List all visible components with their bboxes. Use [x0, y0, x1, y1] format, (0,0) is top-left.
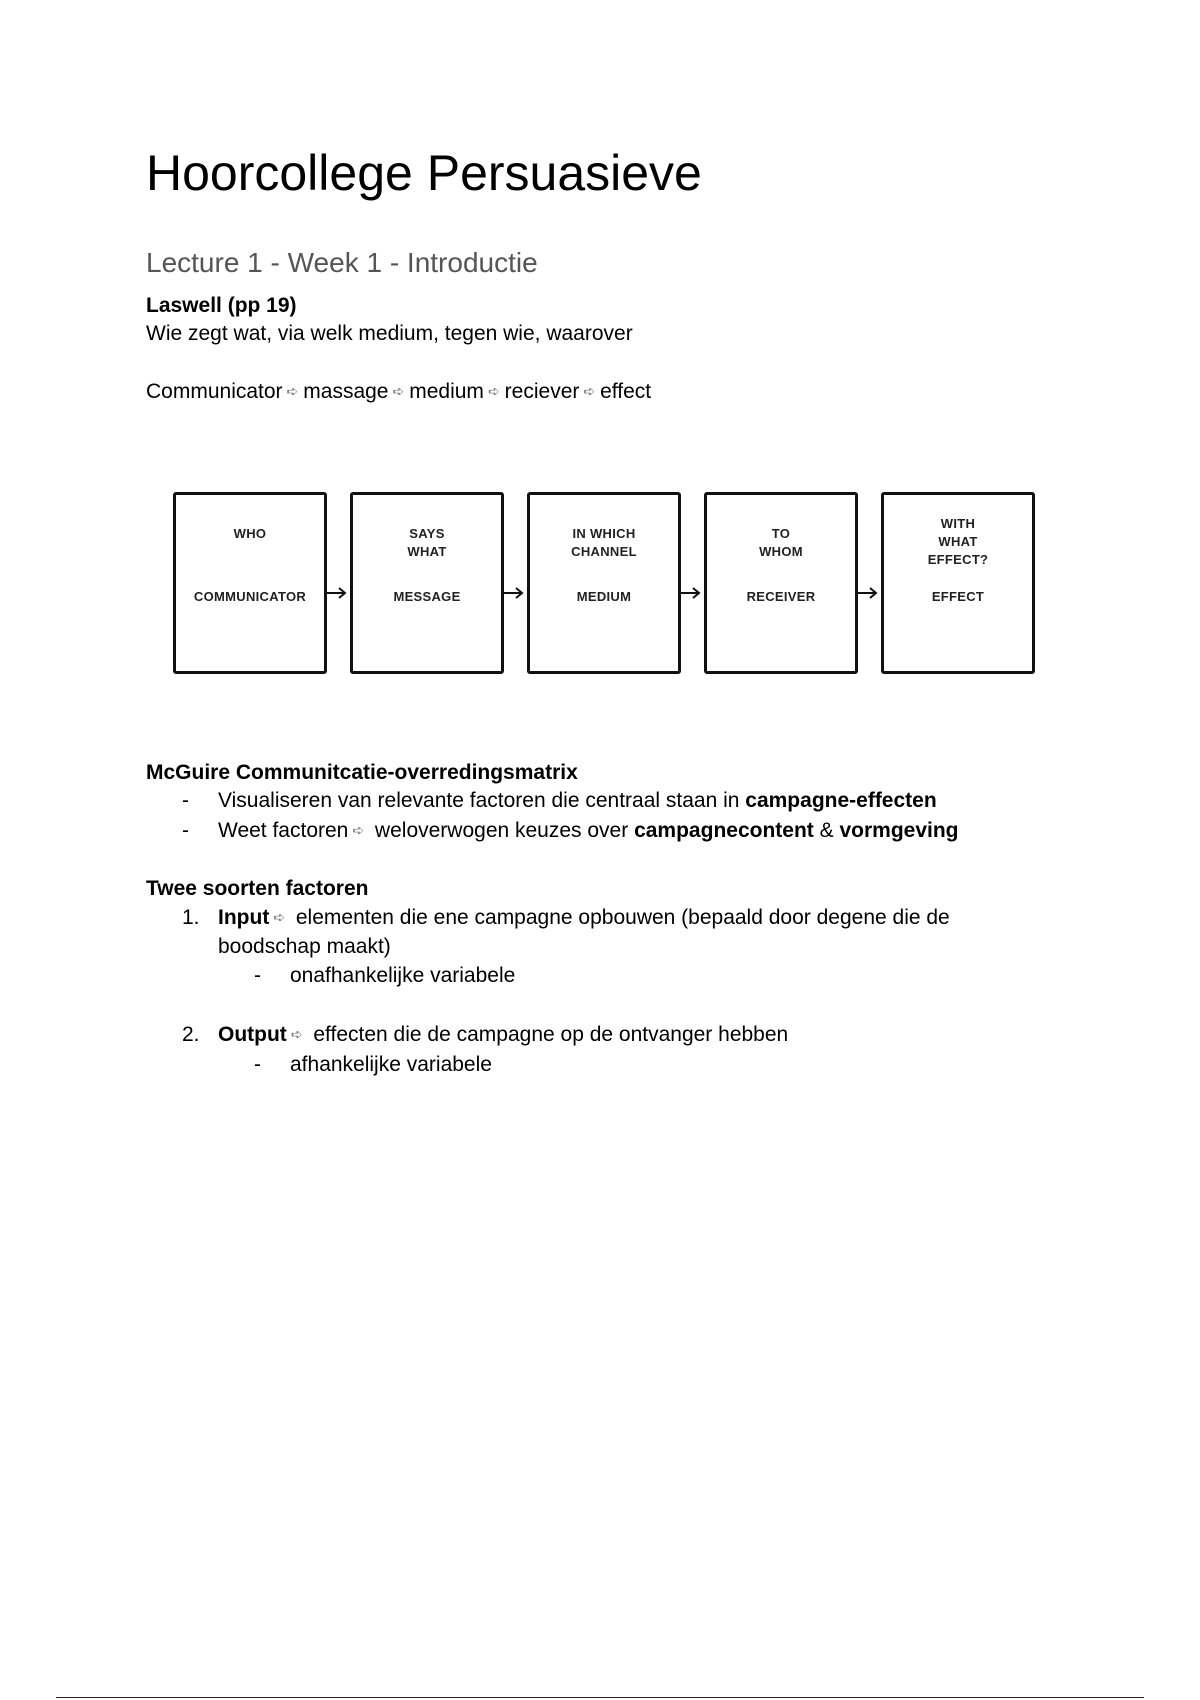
- list-item-label: Input: [218, 906, 270, 929]
- list-number: 2.: [182, 1023, 200, 1046]
- stage-answer: EFFECT: [931, 589, 985, 604]
- stage-who: [173, 492, 327, 674]
- arrow-right-icon: ➪: [290, 1026, 303, 1042]
- stage-answer: MESSAGE: [393, 589, 461, 604]
- list-number: 1.: [182, 906, 200, 929]
- sub-list-item: afhankelijke variabele: [290, 1053, 492, 1076]
- laswell-chain: [146, 377, 651, 408]
- list-item-emphasis: vormgeving: [839, 819, 959, 842]
- stage-answer: MEDIUM: [576, 589, 632, 604]
- lecture-subtitle: Lecture 1 - Week 1 - Introductie: [146, 247, 538, 278]
- stage-with-what-effect: [881, 492, 1035, 674]
- list-item-emphasis: campagne-effecten: [745, 789, 937, 812]
- chain-item-effect: effect: [600, 380, 652, 403]
- arrow-right-icon: ➪: [273, 909, 286, 925]
- list-dash: -: [182, 819, 189, 842]
- stage-question: IN WHICH CHANNEL: [571, 526, 637, 559]
- arrow-right-icon: [858, 587, 878, 599]
- list-dash: -: [254, 964, 261, 987]
- laswell-diagram: [146, 470, 1066, 690]
- stage-question: SAYS WHAT: [407, 526, 447, 559]
- arrow-right-icon: [504, 587, 524, 599]
- arrow-right-icon: [681, 587, 701, 599]
- laswell-heading: Laswell (pp 19): [146, 294, 297, 317]
- arrow-right-icon: ➪: [392, 383, 405, 399]
- stage-says-what: [350, 492, 504, 674]
- list-item-text: effecten die de campagne op de ontvanger hebben: [307, 1023, 789, 1046]
- arrow-right-icon: ➪: [583, 383, 596, 399]
- chain-item-communicator: Communicator: [146, 380, 283, 403]
- page-bottom-rule: [56, 1697, 1144, 1698]
- list-item: [218, 1020, 788, 1051]
- sub-list-item: onafhankelijke variabele: [290, 964, 516, 987]
- arrow-right-icon: [327, 587, 347, 599]
- chain-item-medium: medium: [409, 380, 484, 403]
- list-item: [218, 816, 959, 847]
- list-item: [218, 903, 950, 934]
- stage-answer: RECEIVER: [746, 589, 816, 604]
- page-title: Hoorcollege Persuasieve: [146, 145, 702, 201]
- list-item-label: Output: [218, 1023, 287, 1046]
- list-item-text: Weet factoren: [218, 819, 349, 842]
- chain-item-receiver: reciever: [504, 380, 580, 403]
- list-dash: -: [182, 789, 189, 812]
- list-item-text: elementen die ene campagne opbouwen (bepaald door degene die de: [290, 906, 950, 929]
- arrow-right-icon: ➪: [286, 383, 299, 399]
- list-item: [218, 786, 937, 816]
- list-item-continuation: boodschap maakt): [218, 935, 391, 958]
- chain-item-message: massage: [303, 380, 389, 403]
- list-item-text: weloverwogen keuzes over: [369, 819, 635, 842]
- arrow-right-icon: ➪: [487, 383, 500, 399]
- stage-question: WHO: [233, 526, 267, 541]
- list-item-text: &: [813, 819, 840, 842]
- stage-to-whom: [704, 492, 858, 674]
- mcguire-heading: McGuire Communitcatie-overredingsmatrix: [146, 761, 578, 784]
- arrow-right-icon: ➪: [352, 822, 365, 838]
- list-dash: -: [254, 1053, 261, 1076]
- stage-in-which-channel: [527, 492, 681, 674]
- list-item-emphasis: campagnecontent: [634, 819, 814, 842]
- stage-answer: COMMUNICATOR: [193, 589, 307, 604]
- laswell-description: Wie zegt wat, via welk medium, tegen wie, waarover: [146, 322, 633, 345]
- stage-question: TO WHOM: [759, 526, 803, 559]
- factors-heading: Twee soorten factoren: [146, 877, 369, 900]
- stage-question: WITH WHAT EFFECT?: [927, 516, 989, 567]
- list-item-text: Visualiseren van relevante factoren die centraal staan in: [218, 789, 746, 812]
